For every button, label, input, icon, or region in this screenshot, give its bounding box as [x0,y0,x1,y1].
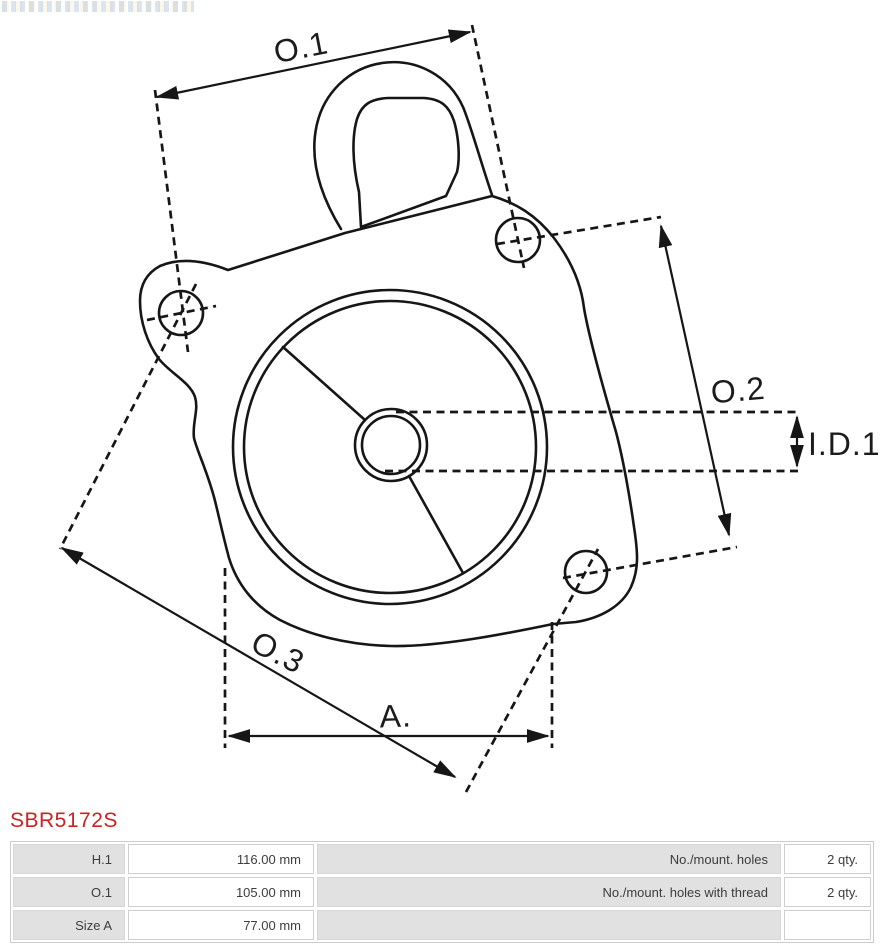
sector-line-upper [283,347,365,420]
mounting-holes [159,218,607,593]
bore-circles [233,290,547,604]
spec-attr-label: No./mount. holes with thread [317,877,781,907]
label-o3: O.3 [245,623,311,681]
label-id1: I.D.1 [808,426,881,462]
bore-outer-circle [233,290,547,604]
spec-attr-value [784,910,871,940]
label-a: A. [378,697,413,735]
spec-attr-label: No./mount. holes [317,844,781,874]
part-number: SBR5172S [10,809,118,832]
label-o2: O.2 [709,369,767,411]
spec-attr-label [317,910,781,940]
shaft-hole-inner [362,416,420,474]
spec-table [10,841,874,943]
spec-dim-label: O.1 [13,877,125,907]
spec-dim-value: 116.00 mm [128,844,314,874]
construction-lines [60,25,800,792]
spec-dim-value: 105.00 mm [128,877,314,907]
sector-line-lower [409,476,463,573]
flange-outline [140,62,637,646]
spec-dim-value: 77.00 mm [128,910,314,940]
dimension-arrows [62,32,797,777]
bore-inner-circle [244,301,536,593]
spec-attr-value: 2 qty. [784,844,871,874]
label-o1: O.1 [270,24,332,71]
dim-o3-arrow [62,548,455,777]
spec-dim-label: Size A [13,910,125,940]
dimension-labels [246,24,881,734]
spec-dim-label: H.1 [13,844,125,874]
spec-attr-value: 2 qty. [784,877,871,907]
